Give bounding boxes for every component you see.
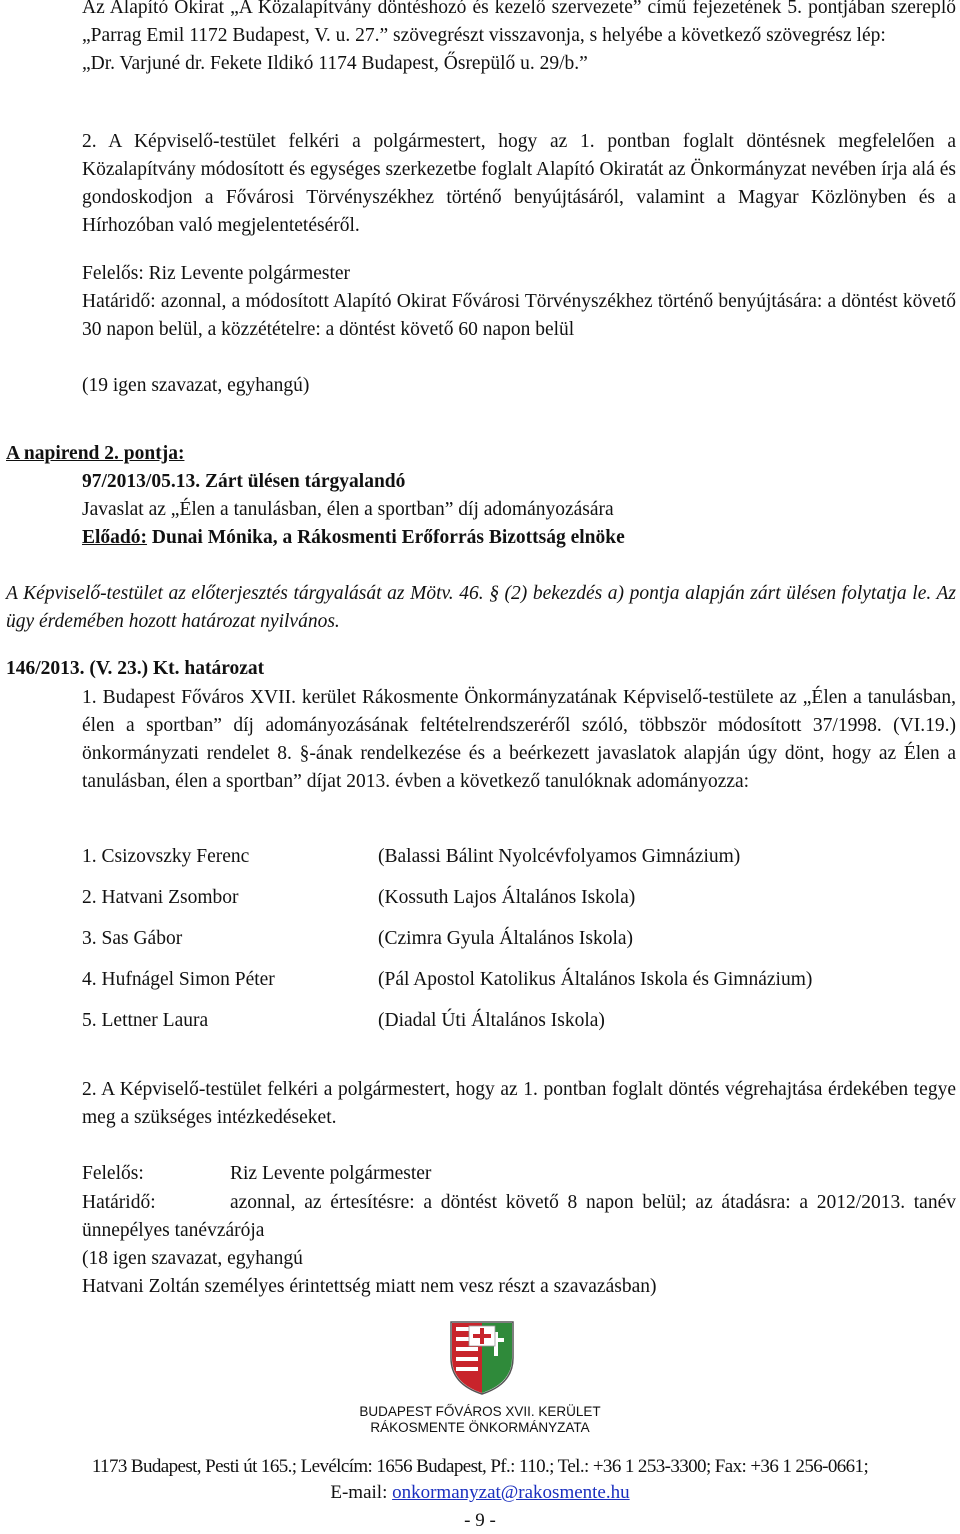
deadline-line bbox=[82, 288, 956, 344]
vote-result: (19 igen szavazat, egyhangú) bbox=[82, 375, 310, 396]
footer-address: 1173 Budapest, Pesti út 165.; Levélcím: 1656 Budapest, Pf.: 110.; Tel.: +36 1 253-3300; Fax: +36 1 256-0661; bbox=[91, 1456, 869, 1477]
awardee-row bbox=[82, 925, 956, 966]
deadline-value: azonnal, a módosított Alapító Okirat Fővárosi Törvényszékhez történő benyújtására: a döntést követő 30 napon belül, a közzétételre: a döntést követő 60 napon belül bbox=[82, 291, 956, 340]
email-link[interactable]: onkormanyzat@rakosmente.hu bbox=[392, 1482, 630, 1503]
resolution-point-1: 1. Budapest Főváros XVII. kerület Rákosmente Önkormányzatának Képviselő-testülete az „Élen a tanulásban, élen a sportban” díj adományozásának feltételrendszeréről szóló, többször módosított 37/1998. (VI.19.) önkormányzati rendelet 8. §-ának rendelkezése és a beérkezett javaslatok alapján úgy dönt, hogy az Élen a tanulásban, élen a sportban” díjat 2013. évben a következő tanulóknak adományozza: bbox=[82, 687, 956, 792]
awardee-list bbox=[82, 843, 956, 1048]
agenda-code: 97/2013/05.13. Zárt ülésen tárgyalandó bbox=[82, 471, 406, 492]
issuer-name: BUDAPEST FŐVÁROS XVII. KERÜLET RÁKOSMENTE ÖNKORMÁNYZATA bbox=[359, 1404, 601, 1435]
awardee-row bbox=[82, 843, 956, 884]
deadline-label: Határidő: bbox=[82, 1192, 156, 1213]
responsible-value: Riz Levente polgármester bbox=[230, 1163, 432, 1184]
conflict-of-interest-note: Hatvani Zoltán személyes érintettség miatt nem vesz részt a szavazásban) bbox=[82, 1276, 657, 1297]
awardee-row bbox=[82, 1007, 956, 1048]
agenda-heading: A napirend 2. pontja: bbox=[6, 443, 185, 464]
awardee-name: 1. Csizovszky Ferenc bbox=[82, 846, 250, 867]
resolution-vote: (18 igen szavazat, egyhangú bbox=[82, 1248, 303, 1269]
closed-session-note: A Képviselő-testület az előterjesztés tárgyalását az Mötv. 46. § (2) bekezdés a) pontja alapján zárt ülésen folytatja le. Az ügy érdemében hozott határozat nyilvános. bbox=[6, 583, 956, 632]
deadline-label: Határidő: bbox=[82, 291, 156, 312]
replacement-text: „Dr. Varjuné dr. Fekete Ildikó 1174 Budapest, Ősrepülő u. 29/b.” bbox=[82, 53, 588, 74]
awardee-school: (Balassi Bálint Nyolcévfolyamos Gimnázium) bbox=[378, 846, 741, 867]
resolution-title: 146/2013. (V. 23.) Kt. határozat bbox=[6, 658, 265, 679]
presenter-value: Dunai Mónika, a Rákosmenti Erőforrás Bizottság elnöke bbox=[151, 527, 625, 548]
awardee-name: 3. Sas Gábor bbox=[82, 928, 183, 949]
awardee-school: (Czimra Gyula Általános Iskola) bbox=[378, 928, 634, 949]
awardee-school: (Kossuth Lajos Általános Iskola) bbox=[378, 887, 636, 908]
presenter-line bbox=[82, 524, 956, 552]
point-2-paragraph: 2. A Képviselő-testület felkéri a polgármestert, hogy az 1. pontban foglalt döntésnek megfelelően a Közalapítvány módosított és egységes szerkezetbe foglalt Alapító Okiratát az Önkormányzat nevében írja alá és gondoskodjon a Fővárosi Törvényszékhez történő benyújtásáról, valamint a Magyar Közlönyben és a Hírhozóban való megjelentetéséről. bbox=[82, 131, 956, 236]
resolution-point-2: 2. A Képviselő-testület felkéri a polgármestert, hogy az 1. pontban foglalt döntés végrehajtása érdekében tegye meg a szükséges intézkedéseket. bbox=[82, 1079, 956, 1128]
awardee-name: 4. Hufnágel Simon Péter bbox=[82, 969, 275, 990]
responsible-line bbox=[82, 260, 956, 288]
responsible-label: Felelős: bbox=[82, 1163, 144, 1184]
deadline-value: azonnal, az értesítésre: a döntést követő 8 napon belül; az átadásra: a 2012/2013. tanév ünnepélyes tanévzárója bbox=[82, 1192, 956, 1241]
presenter-label: Előadó: bbox=[82, 527, 148, 548]
resolution-deadline bbox=[82, 1189, 956, 1245]
awardee-school: (Pál Apostol Katolikus Általános Iskola és Gimnázium) bbox=[378, 969, 813, 990]
awardee-row bbox=[82, 884, 956, 925]
resolution-responsible bbox=[82, 1160, 956, 1188]
agenda-proposal: Javaslat az „Élen a tanulásban, élen a sportban” díj adományozására bbox=[82, 499, 614, 520]
footer-email-line bbox=[0, 1480, 960, 1506]
founding-charter-amendment bbox=[82, 0, 956, 78]
awardee-name: 5. Lettner Laura bbox=[82, 1010, 209, 1031]
page-number: - 9 - bbox=[464, 1510, 496, 1531]
responsible-label: Felelős: bbox=[82, 263, 144, 284]
awardee-school: (Diadal Úti Általános Iskola) bbox=[378, 1010, 605, 1031]
responsible-value: Riz Levente polgármester bbox=[148, 263, 351, 284]
amendment-text: Az Alapító Okirat „A Közalapítvány döntéshozó és kezelő szervezete” című fejezetének 5. pontjában szereplő „Parrag Emil 1172 Budapest, V. u. 27.” szövegrészt visszavonja, s helyébe a következő szövegrész lép: bbox=[82, 0, 956, 46]
email-label: E-mail: bbox=[330, 1482, 388, 1503]
coat-of-arms-icon bbox=[447, 1318, 517, 1396]
awardee-name: 2. Hatvani Zsombor bbox=[82, 887, 239, 908]
awardee-row bbox=[82, 966, 956, 1007]
